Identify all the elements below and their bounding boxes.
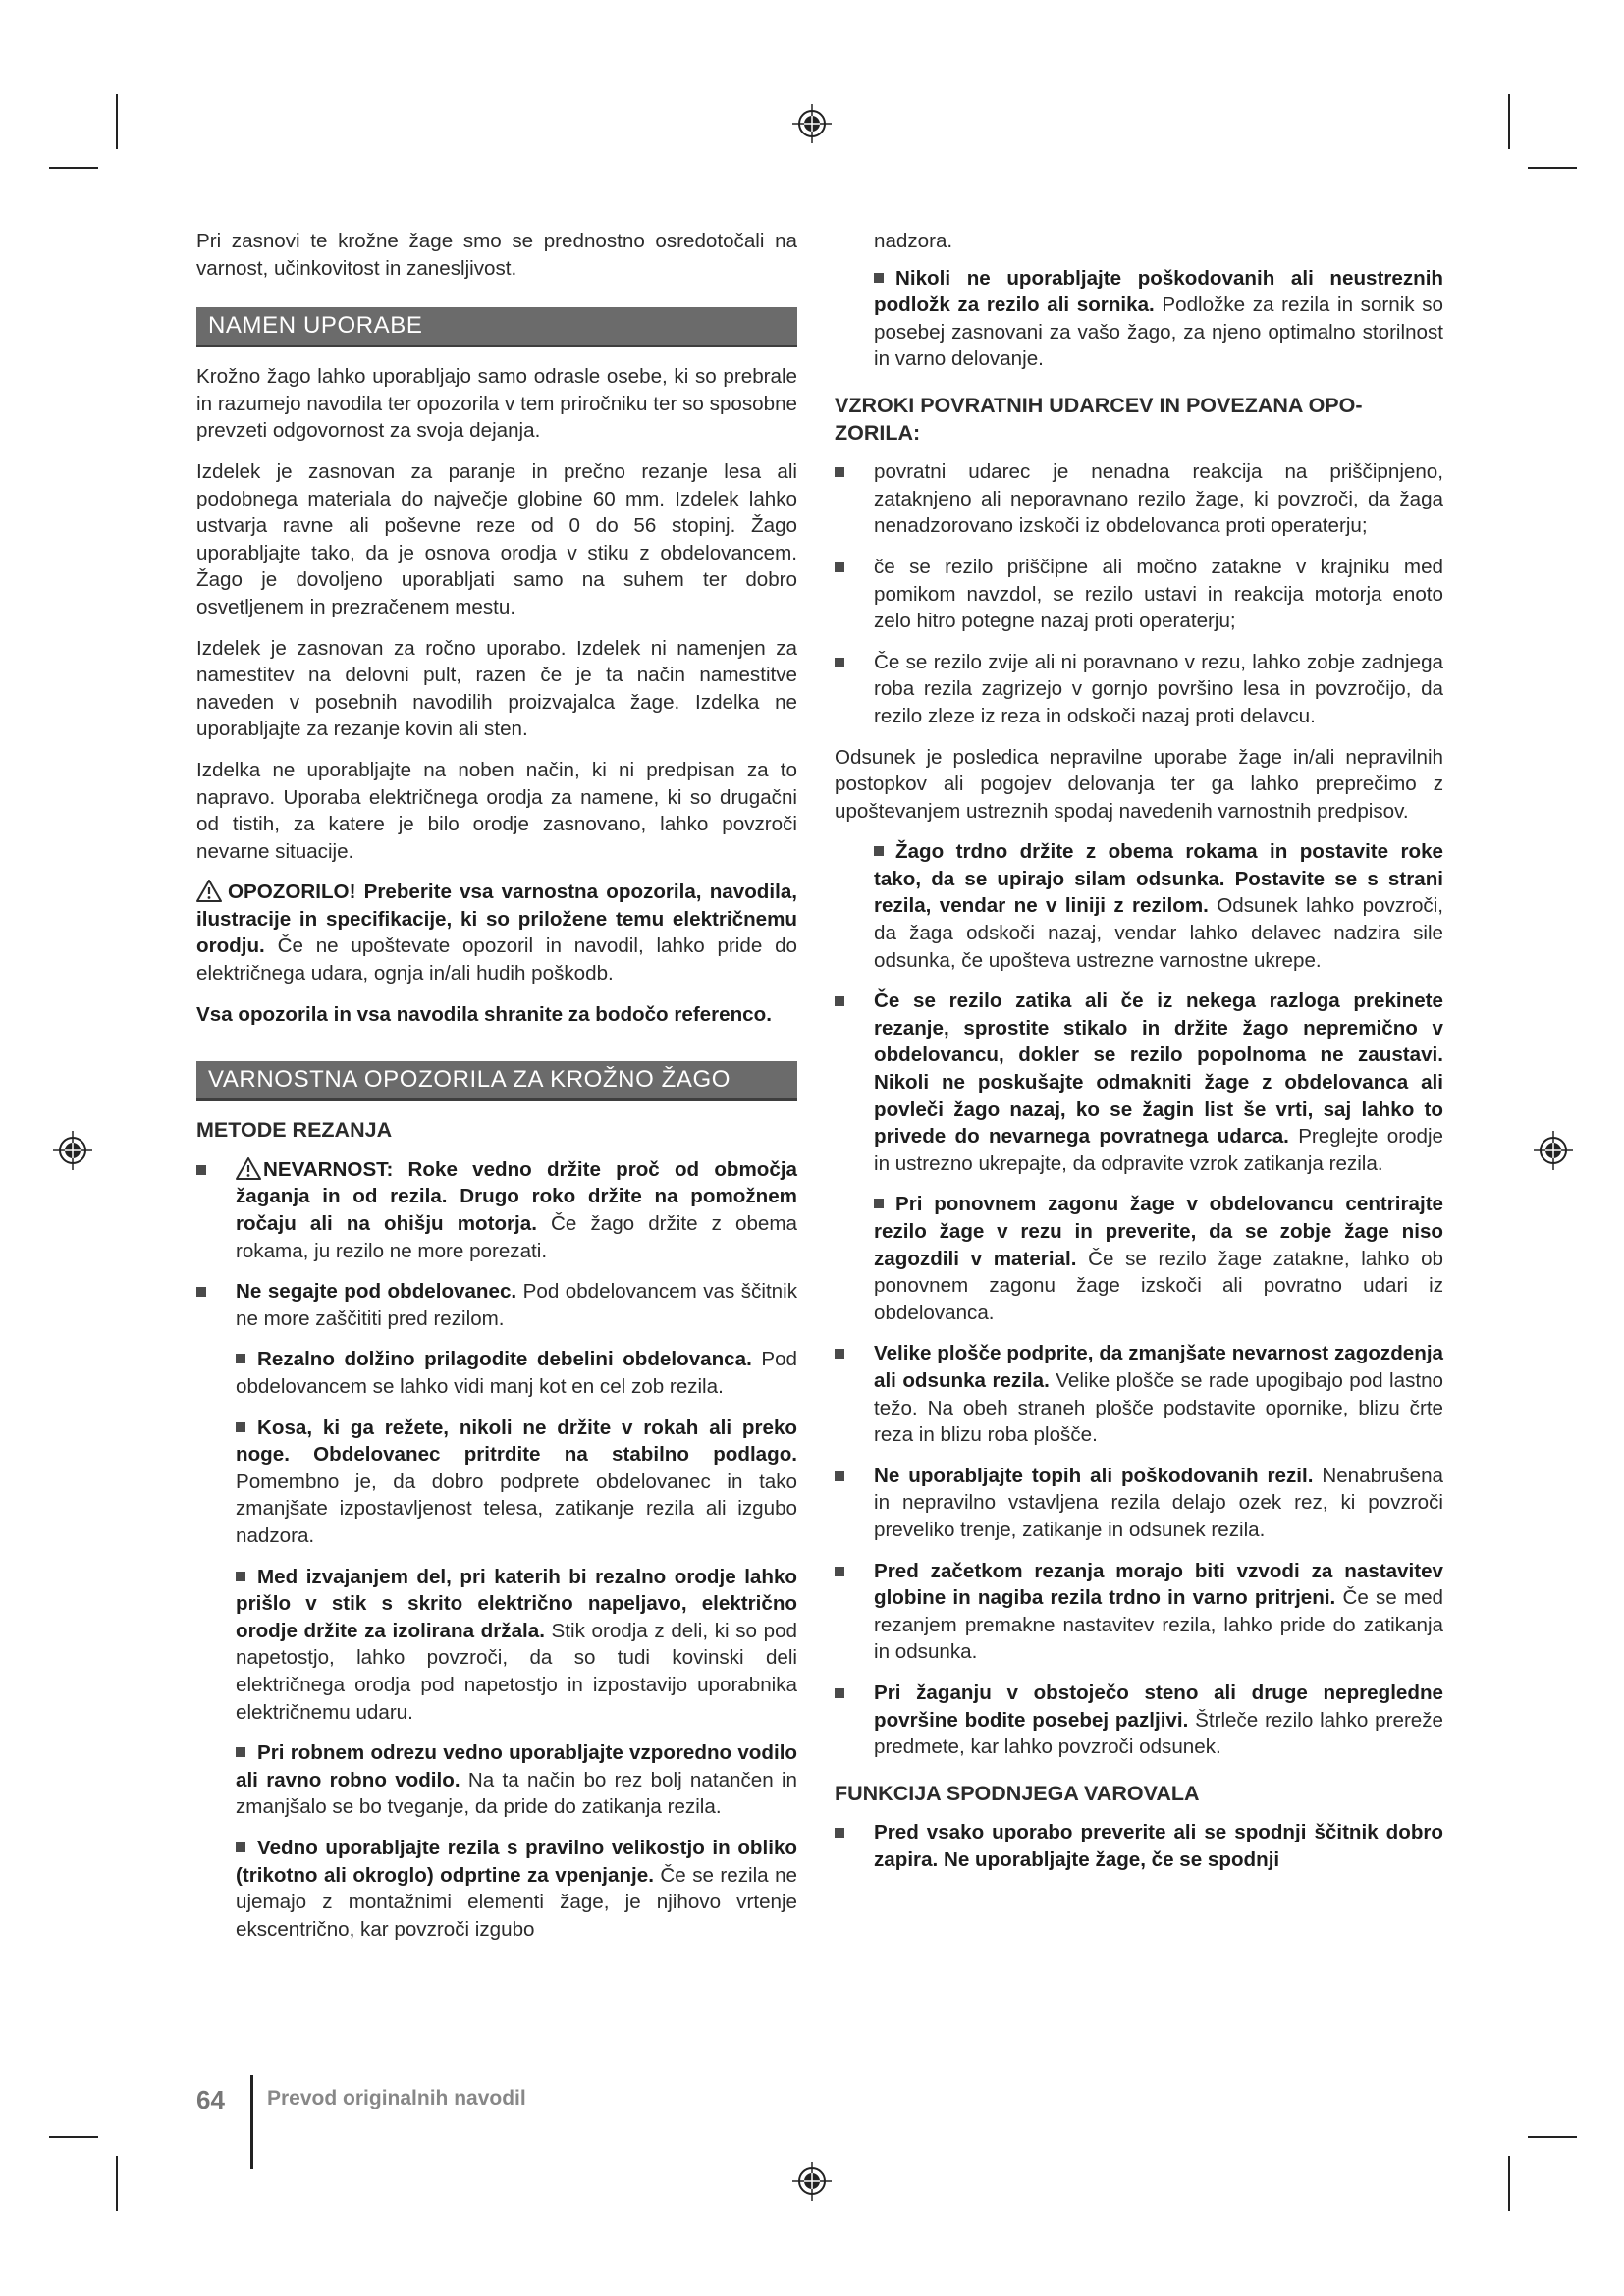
list-item <box>835 458 1443 540</box>
bullet-square-icon <box>874 1199 884 1208</box>
crop-mark <box>49 2136 98 2138</box>
list-item <box>835 1819 1443 1873</box>
warning-triangle-icon <box>196 880 222 902</box>
bullet-square-icon <box>236 1572 245 1581</box>
list-item-text: Pomembno je, da dobro podprete obdelovanec in tako zmanjšate izpostavljenost telesa, zatikanje rezila ali izgubo nadzora. <box>236 1469 797 1547</box>
paragraph: Izdelka ne uporabljajte na noben način, ki ni predpisan za to napravo. Uporaba električnega orodja za namene, ki so drugačni od tistih, za katere je bilo orodje zasnovano, lahko povzroči nevarne situacije. <box>196 758 797 863</box>
list-item-text: Pod obdelovancem vas ščitnik ne more zaščititi pred rezilom. <box>236 1280 797 1330</box>
list-item-bold: Kosa, ki ga režete, nikoli ne držite v rokah ali preko noge. Obdelovanec pritrdite na stabilno podlago. <box>236 1415 797 1467</box>
intro-paragraph: Pri zasnovi te krožne žage smo se prednostno osredotočali na varnost, učinkovitost in zanesljivost. <box>196 230 797 280</box>
paragraph: Krožno žago lahko uporabljajo samo odrasle osebe, ki so prebrale in razumejo navodila ter opozorila v tem priročniku ter so sposobne prevzeti odgovornost za svoja dejanja. <box>196 365 797 443</box>
crop-mark <box>116 2156 118 2211</box>
list-item-bold: Med izvajanjem del, pri katerih bi rezalno orodje lahko prišlo v stik s skrito električno napeljavo, električno orodje držite za izolirana držala. <box>236 1565 797 1642</box>
list-item <box>835 649 1443 730</box>
list-item-text: Stik orodja z deli, ki so pod napetostjo, lahko povzroči, da so tudi kovinski deli električnega orodja pod napetostjo in izpostavijo uporabnika električnemu udaru. <box>236 1619 797 1724</box>
list-item <box>196 1835 797 1943</box>
crop-mark <box>116 94 118 149</box>
list-item <box>835 554 1443 635</box>
paragraph: Izdelek je zasnovan za paranje in prečno rezanje lesa ali podobnega materiala do največje globine 60 mm. Izdelek lahko ustvarja ravne ali poševne reze od 0 do 56 stopinj. Žago uporabljajte tako, da je osnova orodja v stiku z obdelovancem. Žago je dovoljeno uporabljati samo na suhem ter dobro osvetljenem in prezračenem mestu. <box>196 459 797 618</box>
list-item <box>196 1415 797 1550</box>
bullet-square-icon <box>874 846 884 856</box>
list-item-bold: Žago trdno držite z obema rokama in postavite roke tako, da se upirajo silam odsunka. Postavite se s strani rezila, vendar ne v liniji z rezilom. <box>874 840 1443 918</box>
list-item-text: Podložke za rezila in sornik so posebej zasnovani za vašo žago, za njeno optimalno storilnost in varno delovanje. <box>874 294 1443 371</box>
list-item-text: če se rezilo priščipne ali močno zatakne v krajniku med pomikom navzdol, se rezilo ustavi in reakcija motorja enoto zelo hitro potegne nazaj proti operaterju; <box>874 555 1443 633</box>
bullet-square-icon <box>835 996 844 1006</box>
list-item-bold: Nikoli ne uporabljajte poškodovanih ali neustreznih podložk za rezilo ali sornika. <box>874 266 1443 317</box>
right-column <box>835 228 1443 1887</box>
list-item <box>835 265 1443 373</box>
list-item-bold: Velike plošče podprite, da zmanjšate nevarnost zagozdenja ali odsunka rezila. <box>874 1342 1443 1392</box>
list-item-text: Če se rezilo zvije ali ni poravnano v rezu, lahko zobje zadnjega roba rezila zagrizejo v gornjo površino lesa in povzročijo, da rezilo zleze iz reza in odskoči nazaj proti delavcu. <box>874 650 1443 727</box>
keep-instructions <box>196 1001 797 1029</box>
bullet-square-icon <box>835 1471 844 1481</box>
page-number: 64 <box>196 2085 225 2114</box>
list-item <box>196 1564 797 1727</box>
list-item-text: Če se rezila ne ujemajo z montažnimi elementi žage, je njihovo vrtenje ekscentrično, kar povzroči izgubo <box>236 1863 797 1941</box>
footer-divider <box>250 2075 253 2169</box>
warning-bold-text: OPOZORILO! Preberite vsa varnostna opozorila, navodila, ilustracije in specifikacije, ki so priložene temu električnemu orodju. <box>196 881 797 958</box>
list-item <box>835 1463 1443 1544</box>
crop-mark <box>49 167 98 169</box>
list-item-bold: Pri robnem odrezu vedno uporabljajte vzporedno vodilo ali ravno robno vodilo. <box>236 1741 797 1791</box>
list-item-text: Na ta način bo rez bolj natančen in zmanjšalo se bo tveganje, da pride do zatikanja rezila. <box>236 1768 797 1819</box>
list-item-bold: Rezalno dolžino prilagodite debelini obdelovanca. <box>257 1348 752 1371</box>
bullet-square-icon <box>874 273 884 283</box>
registration-mark-icon <box>1532 1129 1575 1172</box>
crop-mark <box>1528 167 1577 169</box>
list-item-text: Odsunek lahko povzroči, da žaga odskoči nazaj, vendar lahko delavec nadzira sile odsunka, če upošteva ustrezne varnostne ukrepe. <box>874 894 1443 972</box>
list-item-bold: Ne segajte pod obdelovanec. <box>236 1280 517 1304</box>
list-item <box>196 1156 797 1264</box>
section-heading-intended-use: NAMEN UPORABE <box>196 307 797 347</box>
bullet-square-icon <box>236 1842 245 1852</box>
list-item-bold: Pred začetkom rezanja morajo biti vzvodi za nastavitev globine in nagiba rezila trdno in varno pritrjeni. <box>874 1559 1443 1610</box>
list-item-bold: NEVARNOST: Roke vedno držite proč od območja žaganja in od rezila. Drugo roko držite na pomožnem ročaju ali na ohišju motorja. <box>236 1157 797 1236</box>
list-item-bold: Vedno uporabljajte rezila s pravilno velikostjo in obliko (trikotno ali okroglo) odprtine za vpenjanje. <box>236 1836 797 1887</box>
list-item-text: povratni udarec je nenadna reakcija na priščipnjeno, zataknjeno ali neporavnano rezilo žage, ki povzroči, da žaga nenadzorovano izskoči iz obdelovanca proti operaterju; <box>874 460 1443 538</box>
subheading-lower-guard: FUNKCIJA SPODNJEGA VAROVALA <box>835 1781 1200 1805</box>
list-item <box>835 1680 1443 1761</box>
list-item <box>835 1558 1443 1666</box>
warning-triangle-icon <box>236 1157 261 1180</box>
paragraph: Izdelek je zasnovan za ročno uporabo. Izdelek ni namenjen za namestitev na delovni pult, razen če je ta način namestitve naveden v posebnih navodilih proizvajalca žage. Izdelka ne uporabljajte za rezanje kovin ali sten. <box>196 636 797 741</box>
registration-mark-icon <box>51 1129 94 1172</box>
crop-mark <box>1508 2156 1510 2211</box>
bullet-square-icon <box>835 1349 844 1359</box>
subheading-cutting-methods: METODE REZANJA <box>196 1118 393 1143</box>
list-item-bold: Pri žaganju v obstoječo steno ali druge nepregledne površine bodite posebej pazljivi. <box>874 1681 1443 1732</box>
list-item-text: Če se rezilo žage zatakne, lahko ob ponovnem zagonu žage izskoči ali povratno udari iz obdelovanca. <box>874 1247 1443 1324</box>
list-item <box>835 838 1443 974</box>
list-item-bold: Ne uporabljajte topih ali poškodovanih rezil. <box>874 1464 1314 1487</box>
list-item-text: Velike plošče se rade upogibajo pod lastno težo. Na obeh straneh plošče podstavite opornike, blizu črte reza in blizu roba plošče. <box>874 1368 1444 1447</box>
list-item-bold: Pred vsako uporabo preverite ali se spodnji ščitnik dobro zapira. Ne uporabljajte žage, če se spodnji <box>874 1821 1443 1871</box>
bullet-square-icon <box>236 1354 245 1363</box>
list-item-text: Nenabrušena in nepravilno vstavljena rezila delajo ozek rez, ki povzroči preveliko trenje, zatikanje in odsunek rezila. <box>874 1464 1444 1541</box>
bullet-square-icon <box>236 1747 245 1757</box>
list-item <box>196 1346 797 1400</box>
list-item-bold: Če se rezilo zatika ali če iz nekega razloga prekinete rezanje, sprostite stikalo in držite žago nepremično v obdelovancu, dokler se rezilo popolnoma ne zaustavi. Nikoli ne poskušajte odmakniti žage z obdelovanca ali povleči žago nazaj, ko se žagin list še vrti, saj lahko to privede do nevarnega povratnega udarca. <box>874 989 1443 1148</box>
subheading-kickback-causes: VZROKI POVRATNIH UDARCEV IN POVEZANA OPO-ZORILA: <box>835 393 1363 445</box>
warning-paragraph <box>196 879 797 987</box>
list-item-bold: Pri ponovnem zagonu žage v obdelovancu centrirajte rezilo žage v rezu in preverite, da se zobje žage niso zagozdili v material. <box>874 1193 1443 1270</box>
bullet-square-icon <box>835 1828 844 1838</box>
paragraph: Odsunek je posledica nepravilne uporabe žage in/ali nepravilnih postopkov ali pogojev delovanja ter ga lahko preprečimo z upoštevanjem ustreznih spodaj navedenih varnostnih predpisov. <box>835 745 1443 823</box>
list-item <box>196 1278 797 1332</box>
bullet-square-icon <box>835 658 844 667</box>
bullet-square-icon <box>196 1165 206 1175</box>
section-heading-safety-warnings: VARNOSTNA OPOZORILA ZA KROŽNO ŽAGO <box>196 1061 797 1101</box>
list-item-text: Pod obdelovancem se lahko vidi manj kot en cel zob rezila. <box>236 1348 797 1398</box>
list-item-text: Če se med rezanjem premakne nastavitev rezila, lahko pride do zatikanja in odsunka. <box>874 1586 1443 1664</box>
bullet-square-icon <box>236 1422 245 1432</box>
crop-mark <box>1528 2136 1577 2138</box>
list-item-text: Preglejte orodje in ustrezno ukrepajte, da odpravite vzrok zatikanja rezila. <box>874 1125 1444 1175</box>
continued-text: nadzora. <box>874 230 953 252</box>
keep-instructions-text: Vsa opozorila in vsa navodila shranite za bodočo referenco. <box>196 1002 772 1026</box>
bullet-square-icon <box>196 1287 206 1297</box>
bullet-square-icon <box>835 562 844 572</box>
left-column <box>196 228 797 1956</box>
bullet-square-icon <box>835 1567 844 1576</box>
bullet-square-icon <box>835 1688 844 1698</box>
list-item-text: Štrleče rezilo lahko prereže predmete, kar lahko povzroči odsunek. <box>874 1708 1443 1759</box>
warning-text: Če ne upoštevate opozoril in navodil, lahko pride do električnega udara, ognja in/ali hudih poškodb. <box>196 934 797 986</box>
list-item <box>835 1340 1443 1448</box>
footer-label: Prevod originalnih navodil <box>267 2087 526 2109</box>
registration-mark-icon <box>790 102 834 145</box>
list-item <box>196 1739 797 1821</box>
list-item <box>835 988 1443 1177</box>
bullet-square-icon <box>835 467 844 477</box>
list-item-text: Če žago držite z obema rokama, ju rezilo ne more porezati. <box>236 1212 797 1262</box>
registration-mark-icon <box>790 2160 834 2203</box>
list-item <box>835 1191 1443 1326</box>
crop-mark <box>1508 94 1510 149</box>
